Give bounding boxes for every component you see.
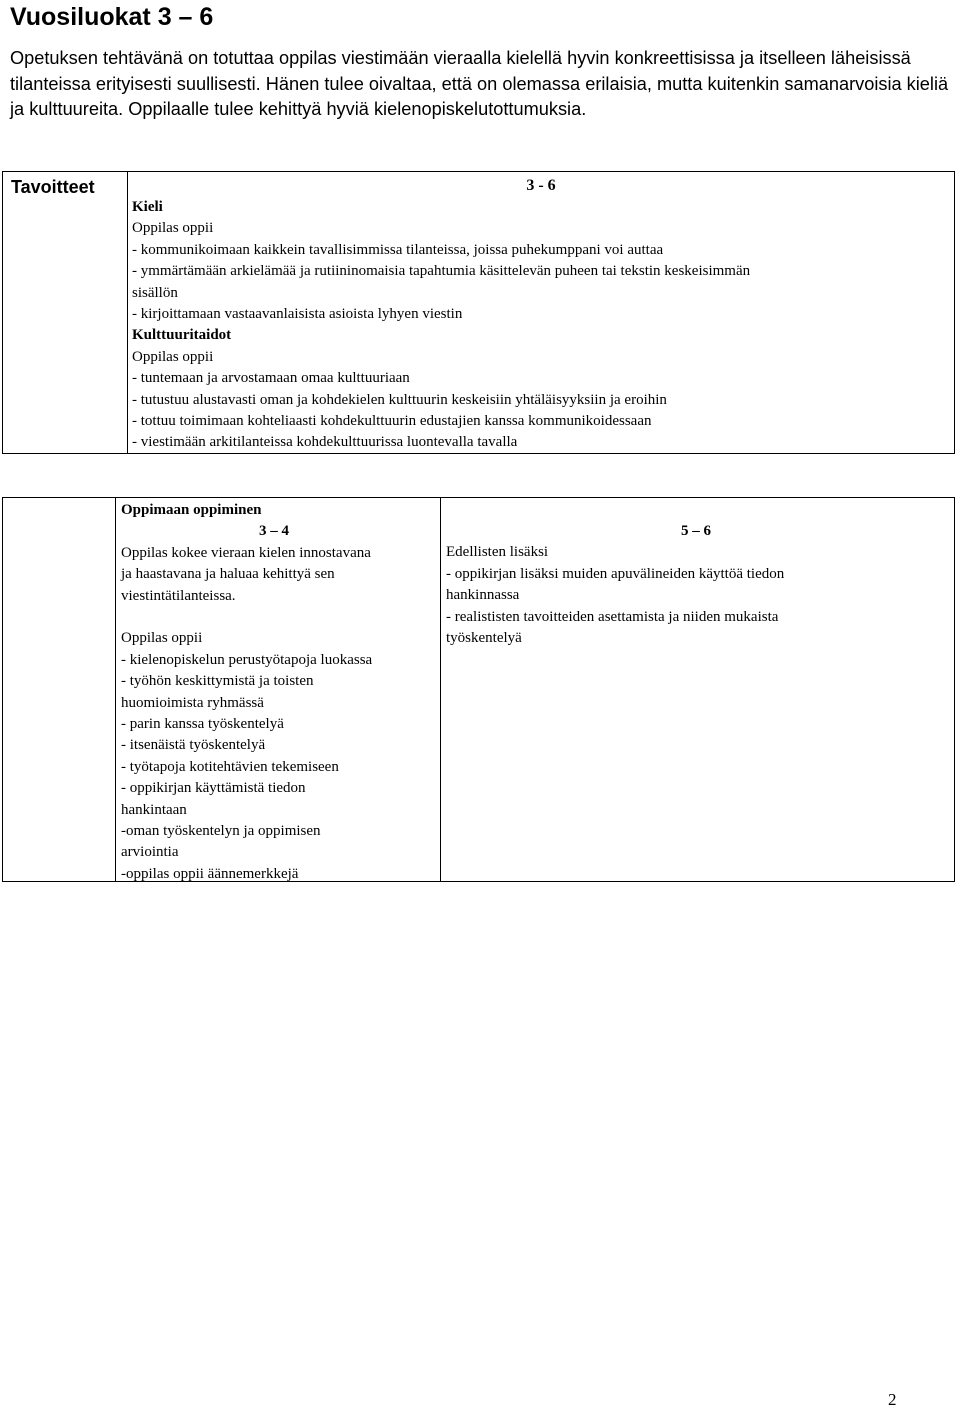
learning-left-item: - oppikirjan käyttämistä tiedon [121,780,306,797]
learning-right-item: työskentelyä [446,630,522,647]
learning-left-item: - työtapoja kotitehtävien tekemiseen [121,758,339,775]
learning-left-intro: ja haastavana ja haluaa kehittyä sen [121,566,335,583]
learning-divider-right [440,498,441,881]
learning-left-intro: Oppilas kokee vieraan kielen innostavana [121,544,371,561]
spacer [121,607,433,628]
learning-right-grade: 5 – 6 [681,523,711,539]
goals-column-divider [127,172,128,453]
kulttuuri-item: - tutustuu alustavasti oman ja kohdekielen kulttuurin keskeisiin yhtäläisyyksiin ja eroihin [132,391,667,408]
goals-label: Tavoitteet [11,177,95,197]
kulttuuri-heading: Kulttuuritaidot [132,327,232,344]
kulttuuri-item: - tottuu toimimaan kohteliaasti kohdekulttuurin edustajien kanssa kommunikoidessaan [132,413,652,430]
kieli-item: - ymmärtämään arkielämää ja rutiininomaisia tapahtumia käsittelevän puheen tai tekstin keskeisimmän [132,263,751,280]
kieli-item: - kirjoittamaan vastaavanlaisista asioista lyhyen viestin [132,306,463,323]
kulttuuri-intro: Oppilas oppii [132,348,214,365]
learning-left-subintro: Oppilas oppii [121,630,203,647]
learning-left-item: huomioimista ryhmässä [121,694,264,711]
learning-divider-left [115,498,116,881]
kulttuuri-item: - tuntemaan ja arvostamaan omaa kulttuuriaan [132,370,410,387]
learning-left-item: - työhön keskittymistä ja toisten [121,673,314,690]
kieli-heading: Kieli [132,199,163,215]
learning-right-intro: Edellisten lisäksi [446,544,549,561]
learning-left-item: -oman työskentelyn ja oppimisen [121,823,321,840]
learning-left-item: arviointia [121,844,179,861]
learning-left-column [121,500,433,885]
learning-left-item: - parin kanssa työskentelyä [121,716,284,733]
kieli-item: sisällön [132,284,178,301]
learning-right-item: hankinnassa [446,587,520,604]
learning-right-item: - realististen tavoitteiden asettamista ja niiden mukaista [446,608,779,625]
learning-left-item: - itsenäistä työskentelyä [121,737,266,754]
kieli-intro: Oppilas oppii [132,220,214,237]
learning-left-intro: viestintätilanteissa. [121,587,236,604]
goals-grade-heading: 3 - 6 [526,177,556,194]
page-number: 2 [888,1390,897,1409]
learning-left-item: - kielenopiskelun perustyötapoja luokassa [121,651,373,668]
learning-left-item: -oppilas oppii äännemerkkejä [121,865,299,882]
intro-paragraph: Opetuksen tehtävänä on totuttaa oppilas viestimään vieraalla kielellä hyvin konkreettisissa ja itselleen läheisissä tilanteissa erityisesti suullisesti. Hänen tulee oivaltaa, että on olemassa erilaisia, mutta kuitenkin samanarvoisia kieliä ja kulttuureita. Oppilaalle tulee kehittyä hyviä kielenopiskelutottumuksia. [10,48,949,119]
learning-right-item: - oppikirjan lisäksi muiden apuvälineiden käyttöä tiedon [446,565,785,582]
learning-left-grade: 3 – 4 [259,523,289,540]
kulttuuri-item: - viestimään arkitilanteissa kohdekulttuurissa luontevalla tavalla [132,434,518,451]
learning-heading: Oppimaan oppiminen [121,502,262,518]
goals-content [132,197,952,454]
page-title: Vuosiluokat 3 – 6 [10,3,214,31]
learning-left-item: hankintaan [121,801,187,818]
learning-right-column [446,521,951,649]
kieli-item: - kommunikoimaan kaikkein tavallisimmissa tilanteissa, joissa puhekumppani voi auttaa [132,241,664,258]
